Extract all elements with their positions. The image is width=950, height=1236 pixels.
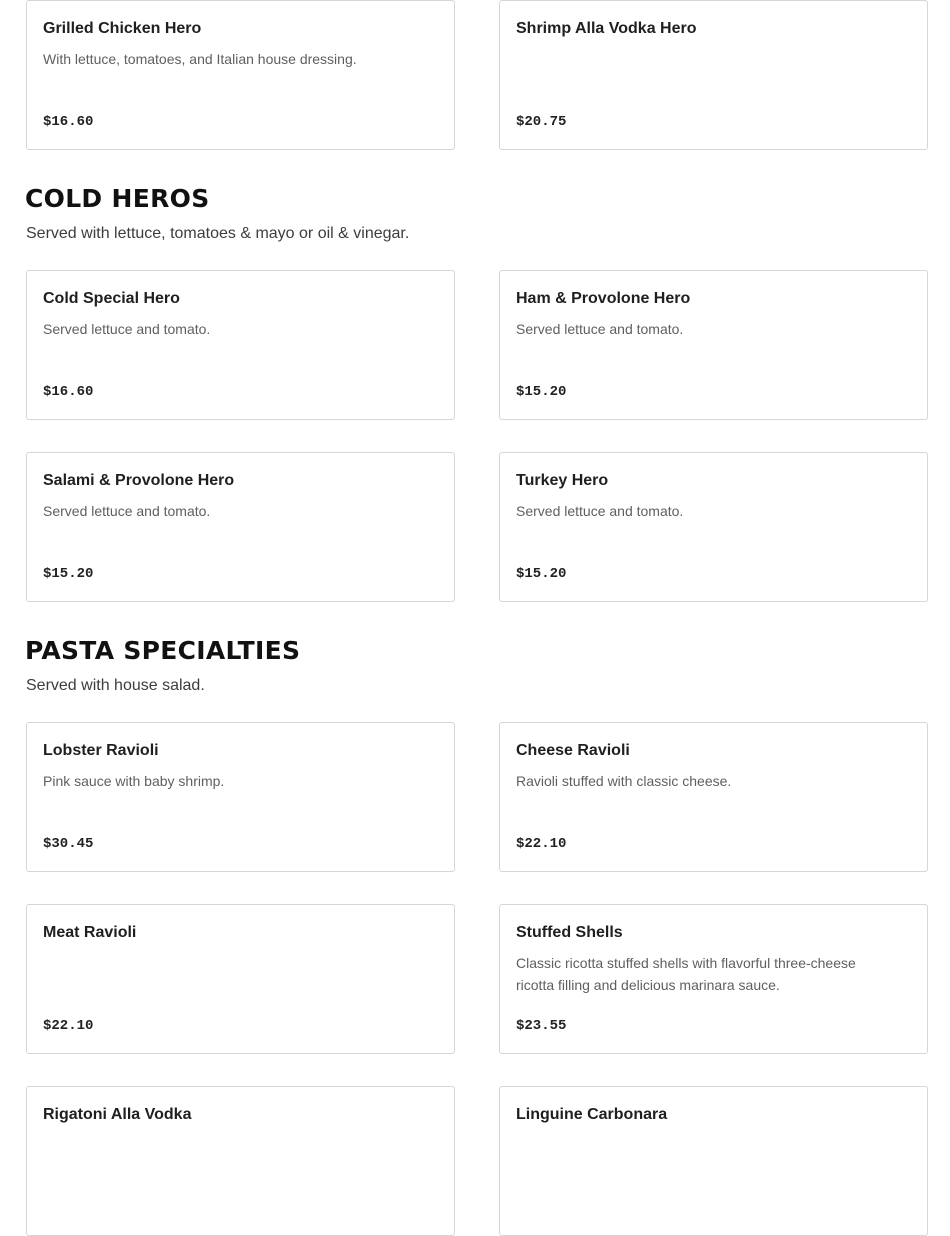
menu-item-card-grilled-chicken-hero[interactable]	[26, 0, 455, 150]
menu-item-price: $22.10	[43, 1018, 94, 1034]
menu-item-card-shrimp-alla-vodka-hero[interactable]	[499, 0, 928, 150]
menu-item-description: Served lettuce and tomato.	[43, 321, 211, 337]
menu-item-price: $16.60	[43, 384, 94, 400]
menu-item-name: Meat Ravioli	[43, 924, 137, 941]
menu-item-name: Salami & Provolone Hero	[43, 472, 235, 489]
menu-item-card-cold-special-hero[interactable]	[26, 270, 455, 420]
menu-item-card-stuffed-shells[interactable]	[499, 904, 928, 1054]
menu-item-description: Served lettuce and tomato.	[516, 503, 684, 519]
menu-item-card-salami-provolone-hero[interactable]	[26, 452, 455, 602]
menu-item-name: Shrimp Alla Vodka Hero	[516, 20, 697, 37]
menu-item-price: $22.10	[516, 836, 567, 852]
menu-item-description: Classic ricotta stuffed shells with flavorful three-cheese ricotta filling and delicious marinara sauce.	[516, 955, 856, 993]
menu-item-name: Stuffed Shells	[516, 924, 623, 941]
menu-item-price: $15.20	[516, 566, 567, 582]
section-description: Served with lettuce, tomatoes & mayo or oil & vinegar.	[26, 225, 410, 242]
menu-item-name: Ham & Provolone Hero	[516, 290, 691, 307]
menu-item-description: Ravioli stuffed with classic cheese.	[516, 773, 732, 789]
menu-item-price: $16.60	[43, 114, 94, 130]
menu-item-price: $20.75	[516, 114, 567, 130]
menu-item-card-meat-ravioli[interactable]	[26, 904, 455, 1054]
menu-item-name: Cheese Ravioli	[516, 742, 630, 759]
menu-item-description: Served lettuce and tomato.	[43, 503, 211, 519]
menu-item-description: Pink sauce with baby shrimp.	[43, 773, 225, 789]
menu-item-name: Turkey Hero	[516, 472, 609, 489]
menu-item-card-cheese-ravioli[interactable]	[499, 722, 928, 872]
menu-item-price: $15.20	[43, 566, 94, 582]
menu-item-name: Lobster Ravioli	[43, 742, 159, 759]
menu-item-name: Rigatoni Alla Vodka	[43, 1106, 192, 1123]
menu-item-card-ham-provolone-hero[interactable]	[499, 270, 928, 420]
menu-item-price: $30.45	[43, 836, 94, 852]
menu-item-name: Linguine Carbonara	[516, 1106, 668, 1123]
menu-item-price: $15.20	[516, 384, 567, 400]
menu-item-name: Cold Special Hero	[43, 290, 180, 307]
menu-item-name: Grilled Chicken Hero	[43, 20, 202, 37]
menu-item-description: Served lettuce and tomato.	[516, 321, 684, 337]
menu-item-card-lobster-ravioli[interactable]	[26, 722, 455, 872]
menu-item-description: With lettuce, tomatoes, and Italian house dressing.	[43, 51, 357, 67]
menu-item-card-linguine-carbonara[interactable]	[499, 1086, 928, 1236]
menu-item-price: $23.55	[516, 1018, 567, 1034]
section-title-pasta-specialties: PASTA SPECIALTIES	[25, 636, 301, 665]
section-title-cold-heros: COLD HEROS	[25, 184, 210, 213]
menu-item-card-rigatoni-alla-vodka[interactable]	[26, 1086, 455, 1236]
menu-item-card-turkey-hero[interactable]	[499, 452, 928, 602]
section-description: Served with house salad.	[26, 677, 205, 694]
